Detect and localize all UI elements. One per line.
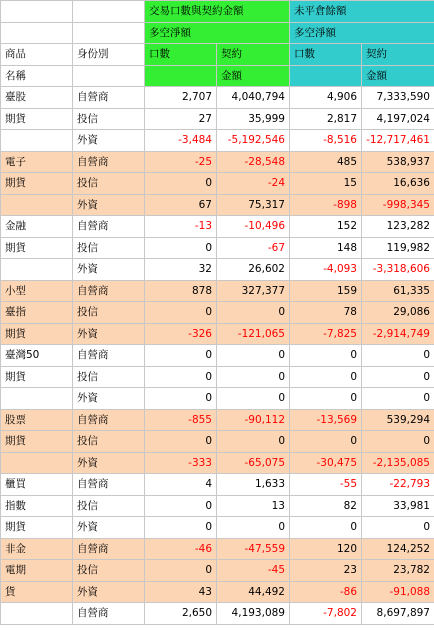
lots-trading-cell: 43 xyxy=(145,581,217,603)
group-header-open-interest: 未平倉餘額 xyxy=(290,1,434,23)
lots-trading-cell: -13 xyxy=(145,216,217,238)
contract-trading-cell: -121,065 xyxy=(217,323,290,345)
contract-open-cell: 33,981 xyxy=(362,495,434,517)
identity-cell: 自營商 xyxy=(73,474,145,496)
identity-cell: 外資 xyxy=(73,259,145,281)
contract-open-cell: 123,282 xyxy=(362,216,434,238)
blank-cell xyxy=(73,1,145,23)
lots-open-cell: -7,802 xyxy=(290,603,362,625)
table-row xyxy=(1,173,434,195)
table-row xyxy=(1,108,434,130)
lots-trading-cell: 2,707 xyxy=(145,87,217,109)
lots-open-cell: 78 xyxy=(290,302,362,324)
lots-trading-cell: -326 xyxy=(145,323,217,345)
table-row xyxy=(1,87,434,109)
contract-open-cell: 7,333,590 xyxy=(362,87,434,109)
identity-cell: 自營商 xyxy=(73,280,145,302)
contract-trading-cell: -10,496 xyxy=(217,216,290,238)
product-cell xyxy=(1,259,73,281)
contract-trading-cell: 0 xyxy=(217,517,290,539)
lots-trading-cell: 0 xyxy=(145,560,217,582)
table-row xyxy=(1,388,434,410)
product-cell: 期貨 xyxy=(1,173,73,195)
lots-trading-cell: 27 xyxy=(145,108,217,130)
lots-open-cell: -55 xyxy=(290,474,362,496)
lots-trading-cell: 0 xyxy=(145,345,217,367)
lots-trading-cell: 0 xyxy=(145,495,217,517)
lots-trading-cell: 0 xyxy=(145,237,217,259)
lots-open-cell: 82 xyxy=(290,495,362,517)
lots-open-cell: 152 xyxy=(290,216,362,238)
identity-cell: 外資 xyxy=(73,130,145,152)
lots-trading-cell: -25 xyxy=(145,151,217,173)
product-cell: 電子 xyxy=(1,151,73,173)
identity-cell: 外資 xyxy=(73,388,145,410)
col-header-amount-open: 金額 xyxy=(362,65,434,87)
product-cell: 指數 xyxy=(1,495,73,517)
contract-open-cell: -3,318,606 xyxy=(362,259,434,281)
lots-trading-cell: 0 xyxy=(145,388,217,410)
identity-cell: 自營商 xyxy=(73,603,145,625)
contract-trading-cell: -67 xyxy=(217,237,290,259)
identity-cell: 外資 xyxy=(73,323,145,345)
table-row xyxy=(1,130,434,152)
product-cell xyxy=(1,130,73,152)
lots-open-cell: 0 xyxy=(290,517,362,539)
lots-trading-cell: -46 xyxy=(145,538,217,560)
product-cell xyxy=(1,603,73,625)
contract-trading-cell: 75,317 xyxy=(217,194,290,216)
identity-cell: 投信 xyxy=(73,495,145,517)
contract-trading-cell: -65,075 xyxy=(217,452,290,474)
table-row xyxy=(1,538,434,560)
contract-open-cell: 0 xyxy=(362,431,434,453)
contract-open-cell: 0 xyxy=(362,388,434,410)
identity-cell: 自營商 xyxy=(73,409,145,431)
product-cell xyxy=(1,388,73,410)
identity-cell: 自營商 xyxy=(73,87,145,109)
identity-cell: 自營商 xyxy=(73,216,145,238)
contract-trading-cell: 4,193,089 xyxy=(217,603,290,625)
lots-trading-cell: 0 xyxy=(145,431,217,453)
col-header-amount-trading: 金額 xyxy=(217,65,290,87)
contract-trading-cell: -28,548 xyxy=(217,151,290,173)
identity-cell: 外資 xyxy=(73,452,145,474)
contract-open-cell: 23,782 xyxy=(362,560,434,582)
product-cell: 貨 xyxy=(1,581,73,603)
contract-trading-cell: 13 xyxy=(217,495,290,517)
identity-cell: 外資 xyxy=(73,581,145,603)
col-header-name: 名稱 xyxy=(1,65,73,87)
contract-trading-cell: 35,999 xyxy=(217,108,290,130)
table-row xyxy=(1,517,434,539)
identity-cell: 投信 xyxy=(73,173,145,195)
identity-cell: 自營商 xyxy=(73,538,145,560)
blank-cell xyxy=(1,22,73,44)
contract-trading-cell: -45 xyxy=(217,560,290,582)
lots-trading-cell: 0 xyxy=(145,517,217,539)
lots-open-cell: 120 xyxy=(290,538,362,560)
lots-open-cell: -7,825 xyxy=(290,323,362,345)
contract-open-cell: 61,335 xyxy=(362,280,434,302)
blank-cell xyxy=(1,1,73,23)
contract-open-cell: 119,982 xyxy=(362,237,434,259)
lots-open-cell: 0 xyxy=(290,345,362,367)
header-row-cols2 xyxy=(1,65,434,87)
contract-open-cell: 4,197,024 xyxy=(362,108,434,130)
contract-open-cell: -91,088 xyxy=(362,581,434,603)
lots-open-cell: 485 xyxy=(290,151,362,173)
lots-open-cell: 0 xyxy=(290,366,362,388)
identity-cell: 投信 xyxy=(73,302,145,324)
product-cell: 期貨 xyxy=(1,108,73,130)
lots-open-cell: 159 xyxy=(290,280,362,302)
lots-trading-cell: 0 xyxy=(145,173,217,195)
lots-open-cell: 15 xyxy=(290,173,362,195)
identity-cell: 外資 xyxy=(73,194,145,216)
lots-trading-cell: -333 xyxy=(145,452,217,474)
identity-cell: 投信 xyxy=(73,366,145,388)
identity-cell: 自營商 xyxy=(73,151,145,173)
contract-trading-cell: 0 xyxy=(217,431,290,453)
table-row xyxy=(1,194,434,216)
product-cell: 櫃買 xyxy=(1,474,73,496)
lots-open-cell: 0 xyxy=(290,431,362,453)
table-row xyxy=(1,151,434,173)
lots-open-cell: -86 xyxy=(290,581,362,603)
identity-cell: 外資 xyxy=(73,517,145,539)
lots-open-cell: -8,516 xyxy=(290,130,362,152)
header-row-sub xyxy=(1,22,434,44)
lots-trading-cell: -855 xyxy=(145,409,217,431)
col-header-product: 商品 xyxy=(1,44,73,66)
product-cell: 期貨 xyxy=(1,323,73,345)
contract-trading-cell: 44,492 xyxy=(217,581,290,603)
lots-open-cell: -4,093 xyxy=(290,259,362,281)
product-cell: 小型 xyxy=(1,280,73,302)
product-cell: 期貨 xyxy=(1,517,73,539)
lots-trading-cell: 2,650 xyxy=(145,603,217,625)
lots-open-cell: 4,906 xyxy=(290,87,362,109)
contract-open-cell: 16,636 xyxy=(362,173,434,195)
table-row xyxy=(1,560,434,582)
contract-trading-cell: 327,377 xyxy=(217,280,290,302)
contract-trading-cell: 26,602 xyxy=(217,259,290,281)
table-row xyxy=(1,280,434,302)
contract-open-cell: 0 xyxy=(362,517,434,539)
col-header-contract-open: 契約 xyxy=(362,44,434,66)
product-cell: 金融 xyxy=(1,216,73,238)
contract-trading-cell: 4,040,794 xyxy=(217,87,290,109)
lots-trading-cell: 0 xyxy=(145,302,217,324)
contract-open-cell: 538,937 xyxy=(362,151,434,173)
contract-open-cell: -12,717,461 xyxy=(362,130,434,152)
product-cell: 期貨 xyxy=(1,237,73,259)
identity-cell: 投信 xyxy=(73,237,145,259)
table-row xyxy=(1,366,434,388)
contract-open-cell: 0 xyxy=(362,366,434,388)
lots-open-cell: -30,475 xyxy=(290,452,362,474)
blank-cell xyxy=(73,22,145,44)
lots-open-cell: 0 xyxy=(290,388,362,410)
product-cell: 臺灣50 xyxy=(1,345,73,367)
lots-trading-cell: 878 xyxy=(145,280,217,302)
identity-cell: 投信 xyxy=(73,108,145,130)
lots-trading-cell: 32 xyxy=(145,259,217,281)
contract-trading-cell: 0 xyxy=(217,345,290,367)
contract-open-cell: 124,252 xyxy=(362,538,434,560)
product-cell: 臺指 xyxy=(1,302,73,324)
contract-trading-cell: -47,559 xyxy=(217,538,290,560)
product-cell: 非金 xyxy=(1,538,73,560)
lots-trading-cell: 67 xyxy=(145,194,217,216)
lots-open-cell: -13,569 xyxy=(290,409,362,431)
table-row xyxy=(1,431,434,453)
col-header-identity: 身份別 xyxy=(73,44,145,66)
sub-header-net-open: 多空淨額 xyxy=(290,22,434,44)
contract-trading-cell: -90,112 xyxy=(217,409,290,431)
table-row xyxy=(1,216,434,238)
table-row xyxy=(1,452,434,474)
header-row-cols xyxy=(1,44,434,66)
contract-trading-cell: 0 xyxy=(217,302,290,324)
contract-open-cell: -998,345 xyxy=(362,194,434,216)
contract-open-cell: 539,294 xyxy=(362,409,434,431)
lots-trading-cell: 0 xyxy=(145,366,217,388)
table-row xyxy=(1,237,434,259)
blank-cell xyxy=(73,65,145,87)
contract-trading-cell: -24 xyxy=(217,173,290,195)
sub-header-net-trading: 多空淨額 xyxy=(145,22,290,44)
contract-open-cell: 29,086 xyxy=(362,302,434,324)
table-row xyxy=(1,345,434,367)
contract-trading-cell: -5,192,546 xyxy=(217,130,290,152)
lots-trading-cell: 4 xyxy=(145,474,217,496)
contract-open-cell: 0 xyxy=(362,345,434,367)
product-cell: 臺股 xyxy=(1,87,73,109)
product-cell: 期貨 xyxy=(1,366,73,388)
contract-open-cell: -22,793 xyxy=(362,474,434,496)
identity-cell: 投信 xyxy=(73,431,145,453)
identity-cell: 自營商 xyxy=(73,345,145,367)
table-row xyxy=(1,581,434,603)
contract-open-cell: 8,697,897 xyxy=(362,603,434,625)
header-row-group xyxy=(1,1,434,23)
contract-trading-cell: 1,633 xyxy=(217,474,290,496)
col-header-lots-open: 口數 xyxy=(290,44,362,66)
table-row xyxy=(1,302,434,324)
contract-trading-cell: 0 xyxy=(217,366,290,388)
contract-open-cell: -2,914,749 xyxy=(362,323,434,345)
product-cell xyxy=(1,452,73,474)
table-row xyxy=(1,409,434,431)
product-cell: 股票 xyxy=(1,409,73,431)
blank-cell xyxy=(145,65,217,87)
lots-open-cell: 23 xyxy=(290,560,362,582)
col-header-contract-trading: 契約 xyxy=(217,44,290,66)
lots-open-cell: 2,817 xyxy=(290,108,362,130)
product-cell: 期貨 xyxy=(1,431,73,453)
table-row xyxy=(1,323,434,345)
blank-cell xyxy=(290,65,362,87)
table-row xyxy=(1,603,434,625)
contract-open-cell: -2,135,085 xyxy=(362,452,434,474)
lots-open-cell: -898 xyxy=(290,194,362,216)
table-row xyxy=(1,495,434,517)
product-cell: 電期 xyxy=(1,560,73,582)
table-row xyxy=(1,259,434,281)
group-header-trading: 交易口數與契約金額 xyxy=(145,1,290,23)
lots-open-cell: 148 xyxy=(290,237,362,259)
product-cell xyxy=(1,194,73,216)
col-header-lots-trading: 口數 xyxy=(145,44,217,66)
contract-trading-cell: 0 xyxy=(217,388,290,410)
lots-trading-cell: -3,484 xyxy=(145,130,217,152)
table-row xyxy=(1,474,434,496)
identity-cell: 投信 xyxy=(73,560,145,582)
